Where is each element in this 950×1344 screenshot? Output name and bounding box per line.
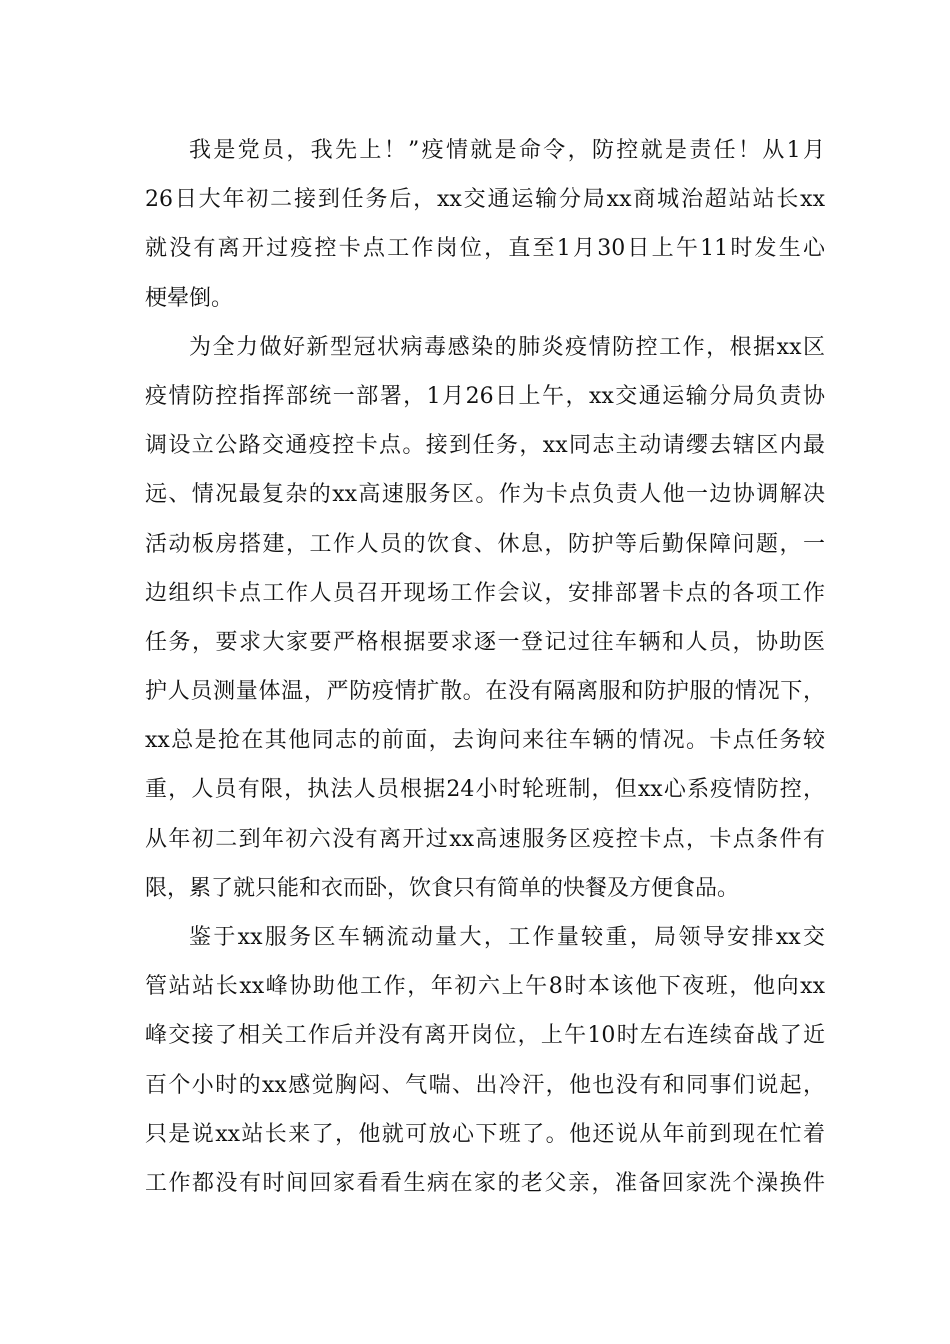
- text-line: 调设立公路交通疫控卡点。接到任务，xx同志主动请缨去辖区内最: [145, 433, 825, 459]
- text-line: 鉴于xx服务区车辆流动量大，工作量较重，局领导安排xx交: [189, 925, 825, 950]
- text-line: 百个小时的xx感觉胸闷、气喘、出冷汗，他也没有和同事们说起，: [145, 1072, 825, 1098]
- text-line: 我是党员，我先上！”疫情就是命令，防控就是责任！从1月: [189, 138, 825, 163]
- text-line: 工作都没有时间回家看看生病在家的老父亲，准备回家洗个澡换件: [145, 1170, 825, 1196]
- text-line: 峰交接了相关工作后并没有离开岗位，上午10时左右连续奋战了近: [145, 1023, 825, 1049]
- document-body: [145, 126, 825, 1208]
- text-line: 为全力做好新型冠状病毒感染的肺炎疫情防控工作，根据xx区: [189, 334, 825, 360]
- text-line: 重，人员有限，执法人员根据24小时轮班制，但xx心系疫情防控，: [145, 777, 825, 803]
- text-line: 管站站长xx峰协助他工作，年初六上午8时本该他下夜班，他向xx: [145, 974, 825, 1000]
- text-line: 任务，要求大家要严格根据要求逐一登记过往车辆和人员，协助医: [145, 629, 825, 655]
- text-line: 只是说xx站长来了，他就可放心下班了。他还说从年前到现在忙着: [145, 1121, 825, 1147]
- text-line: 梗晕倒。: [145, 285, 234, 311]
- text-line: 护人员测量体温，严防疫情扩散。在没有隔离服和防护服的情况下，: [145, 679, 825, 705]
- text-line: 26日大年初二接到任务后，xx交通运输分局xx商城治超站站长xx: [145, 187, 825, 213]
- text-line: 从年初二到年初六没有离开过xx高速服务区疫控卡点，卡点条件有: [145, 826, 825, 852]
- text-line: 疫情防控指挥部统一部署，1月26日上午，xx交通运输分局负责协: [145, 383, 825, 409]
- text-line: xx总是抢在其他同志的前面，去询问来往车辆的情况。卡点任务较: [145, 728, 825, 754]
- text-line: 就没有离开过疫控卡点工作岗位，直至1月30日上午11时发生心: [145, 236, 825, 262]
- text-line: 远、情况最复杂的xx高速服务区。作为卡点负责人他一边协调解决: [145, 482, 825, 508]
- text-line: 限，累了就只能和衣而卧，饮食只有简单的快餐及方便食品。: [145, 875, 740, 901]
- text-line: 活动板房搭建，工作人员的饮食、休息，防护等后勤保障问题，一: [145, 531, 825, 557]
- text-line: 边组织卡点工作人员召开现场工作会议，安排部署卡点的各项工作: [145, 580, 825, 606]
